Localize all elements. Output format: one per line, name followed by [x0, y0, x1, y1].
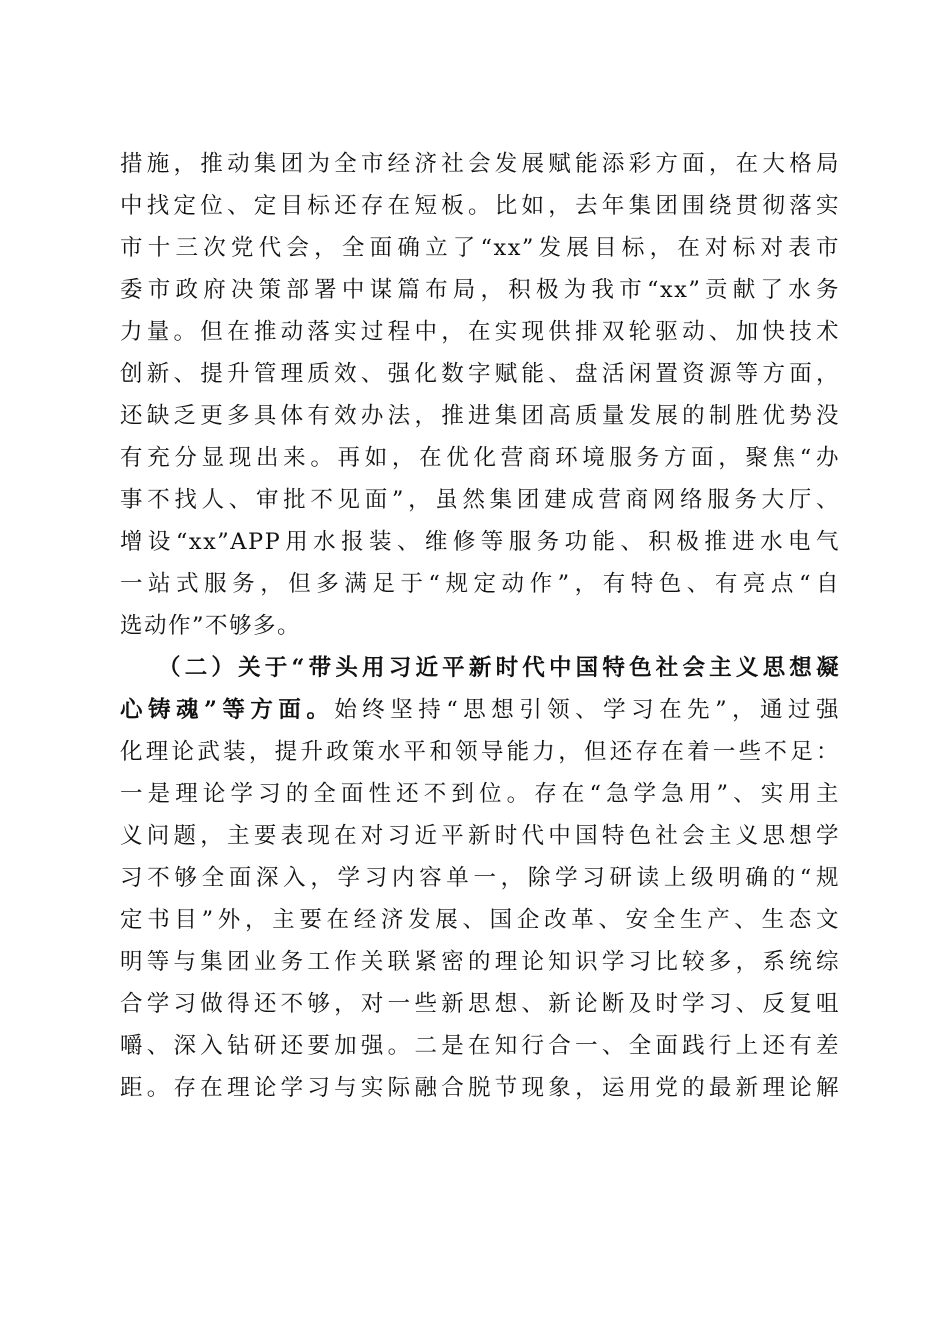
paragraph-1: [120, 143, 840, 647]
text-line: 化理论武装，提升政策水平和领导能力，但还存在着一些不足：: [120, 739, 840, 765]
text-line: 嚼、深入钻研还要加强。二是在知行合一、全面践行上还有差: [120, 1033, 840, 1059]
text-line: 一站式服务，但多满足于“规定动作”，有特色、有亮点“自: [120, 571, 840, 597]
text-line: 还缺乏更多具体有效办法，推进集团高质量发展的制胜优势没: [120, 403, 840, 429]
body-text: [120, 143, 840, 1109]
section-heading-line: （二）关于“带头用习近平新时代中国特色社会主义思想凝: [158, 655, 840, 681]
text-line: 有充分显现出来。再如，在优化营商环境服务方面，聚焦“办: [120, 445, 840, 471]
text-line: 义问题，主要表现在对习近平新时代中国特色社会主义思想学: [120, 823, 840, 849]
text-line: 距。存在理论学习与实际融合脱节现象，运用党的最新理论解: [120, 1075, 840, 1101]
section-heading-tail: 心铸魂”等方面。: [120, 697, 335, 723]
paragraph-2: [120, 647, 840, 1109]
text-line: 事不找人、审批不见面”，虽然集团建成营商网络服务大厅、: [120, 487, 840, 513]
text-line: 定书目”外，主要在经济发展、国企改革、安全生产、生态文: [120, 907, 840, 933]
text-line: 习不够全面深入，学习内容单一，除学习研读上级明确的“规: [120, 865, 840, 891]
text-line: 力量。但在推动落实过程中，在实现供排双轮驱动、加快技术: [120, 319, 840, 345]
text-line: 市十三次党代会，全面确立了“xx”发展目标，在对标对表市: [120, 235, 840, 261]
text-span: 始终坚持“思想引领、学习在先”，通过强: [334, 697, 840, 723]
text-line: 创新、提升管理质效、强化数字赋能、盘活闲置资源等方面，: [120, 361, 840, 387]
text-line: 明等与集团业务工作关联紧密的理论知识学习比较多，系统综: [120, 949, 840, 975]
text-line: 措施，推动集团为全市经济社会发展赋能添彩方面，在大格局: [120, 151, 840, 177]
text-line: [120, 689, 840, 731]
text-line: 合学习做得还不够，对一些新思想、新论断及时学习、反复咀: [120, 991, 840, 1017]
text-line: 增设“xx”APP用水报装、维修等服务功能、积极推进水电气: [120, 529, 840, 555]
text-line: 一是理论学习的全面性还不到位。存在“急学急用”、实用主: [120, 781, 840, 807]
text-line: 中找定位、定目标还存在短板。比如，去年集团围绕贯彻落实: [120, 193, 840, 219]
text-line: 委市政府决策部署中谋篇布局，积极为我市“xx”贡献了水务: [120, 277, 840, 303]
text-line: 选动作”不够多。: [120, 613, 302, 639]
